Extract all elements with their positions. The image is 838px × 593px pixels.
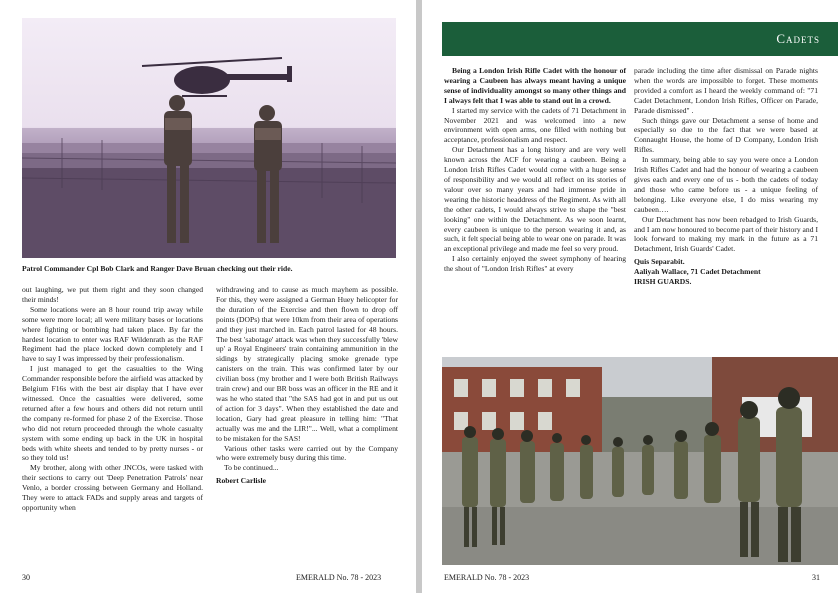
paragraph: I just managed to get the casualties to the Wing Commander responsible before the airfield was attacked by Belgium F16s with the best air display that I have ever witnessed. Once the casualties were delivered, some returned after a few hours and others did not return until the company re-formed for phase 2 of the Exercise. Those who did not return proceeded through the whole casualty system with some ending up back in the UK in hospital beds with white sheets and tended to by pretty nurses - or so they told us!: [22, 364, 203, 463]
left-page: [0, 0, 416, 593]
paragraph: I also certainly enjoyed the sweet symphony of hearing the shout of "London Irish Rifles" at every: [444, 254, 626, 274]
paragraph: To be continued...: [224, 463, 279, 473]
paragraph: parade including the time after dismissal on Parade nights when the words are impossible to forget. These moments provided a comfort as I heard the weekly command of: "71 Cadet Detachment, London Irish Rifles, Officer on Parade, Parade dismissed" .: [634, 66, 818, 115]
right-page: [422, 0, 838, 593]
signature-name: Aaliyah Wallace, 71 Cadet Detachment: [634, 267, 761, 277]
photo-caption: Patrol Commander Cpl Bob Clark and Ranger Dave Bruan checking out their ride.: [22, 264, 293, 273]
left-page-column-1: [22, 285, 203, 513]
paragraph: Such things gave our Detachment a sense of home and especially so due to the fact that we were based at Connaught House, the home of D Company, London Irish Rifles.: [634, 115, 818, 155]
signature-unit: IRISH GUARDS.: [634, 277, 692, 287]
helicopter-photo: [22, 18, 396, 258]
paragraph: In summary, being able to say you were once a London Irish Rifles Cadet and had the honour of wearing a caubeen gives each and every one of us - both the cadets of today and those who came before us - a unique feeling of belonging. Like everyone else, I do miss wearing my caubeen….: [634, 155, 818, 214]
right-page-column-2: [634, 66, 818, 287]
section-header: [442, 22, 838, 56]
page-number: 30: [22, 573, 30, 582]
cadets-parade-photo: [442, 357, 838, 565]
paragraph: withdrawing and to cause as much mayhem as possible. For this, they were assigned a German Huey helicopter for the duration of the Exercise and then flown to drop off points (DOPs) that were 10km from their area of operations and they just marched in. Each patrol lasted for 48 hours. The best 'sabotage' attack was when they successfully 'blew up' a Royal Engineers' train containing ammunition in the sidings by strategically placing smoke grenade type canisters on the train. This was confirmed later by our civilian boss (my brother and I were both British Railways train crew) and our BR boss was an officer in the RE and it was he who stated that "the SAS had got in and put us out of action for 3 days". When they established the date and location, Gary had great pleasure in telling him: "That actually was me and the LIR!"... Well, what a compliment to be mistaken for the SAS!: [216, 285, 398, 443]
signoff: Quis Separabit.: [634, 257, 685, 267]
footer-title: EMERALD No. 78 - 2023: [444, 573, 530, 582]
right-page-column-1: [444, 66, 626, 274]
section-title: Cadets: [776, 31, 820, 46]
paragraph: Our Detachment has now been rebadged to Irish Guards, and I am now honoured to become part of their history and I look forward to making my mark in the future as a 71 Detachment, Irish Guards' Cadet.: [634, 214, 818, 254]
paragraph: I started my service with the cadets of 71 Detachment in November 2021 and was welcomed into a new environment with open arms, one filled with nothing but acceptance, professionalism and respect.: [444, 105, 626, 145]
footer-title: EMERALD No. 78 - 2023: [296, 573, 382, 582]
page-number: 31: [812, 573, 820, 582]
paragraph: Some locations were an 8 hour round trip away while some were more local; all were military bases or locations where fighting or bombing had taken place. By far the hardest location to enter was RAF Wildenrath as the RAF Regiment had the place locked down completely and I have to say I was impressed by their professionalism.: [22, 304, 203, 364]
intro-paragraph: Being a London Irish Rifle Cadet with the honour of wearing a Caubeen has always meant having a unique sense of individuality amongst so many other things and I always felt that I was able to stand out in a crowd.: [444, 66, 626, 105]
left-page-column-2: [216, 285, 398, 486]
paragraph: My brother, along with other JNCOs, were tasked with their sections to carry out 'Deep Penetration Patrols' near Venlo, a border crossing between Germany and Holland. They were to attack FADs and supply areas and targets of opportunity when: [22, 463, 203, 512]
paragraph: out laughing, we put them right and they soon changed their minds!: [22, 285, 203, 304]
paragraph: Various other tasks were carried out by the Company who were extremely busy during this time.: [216, 443, 398, 463]
author-name: Robert Carlisle: [216, 476, 266, 486]
paragraph: Our Detachment has a long history and are very well known across the ACF for wearing a caubeen. Being a London Irish Rifles Cadet would come with a huge sense of responsibility and we would all reflect on its stories of valour over so many years and had immense pride in wearing the historic headdress of the Regiment. As with all the other cadets, I would always strive to shape the "best looking" one within the Detachment. As we soon learnt, every caubeen is unique to the person wearing it and, as such, it felt special being able to wear one on parade. It was an exceptional privilege and made me feel so very proud.: [444, 145, 626, 254]
